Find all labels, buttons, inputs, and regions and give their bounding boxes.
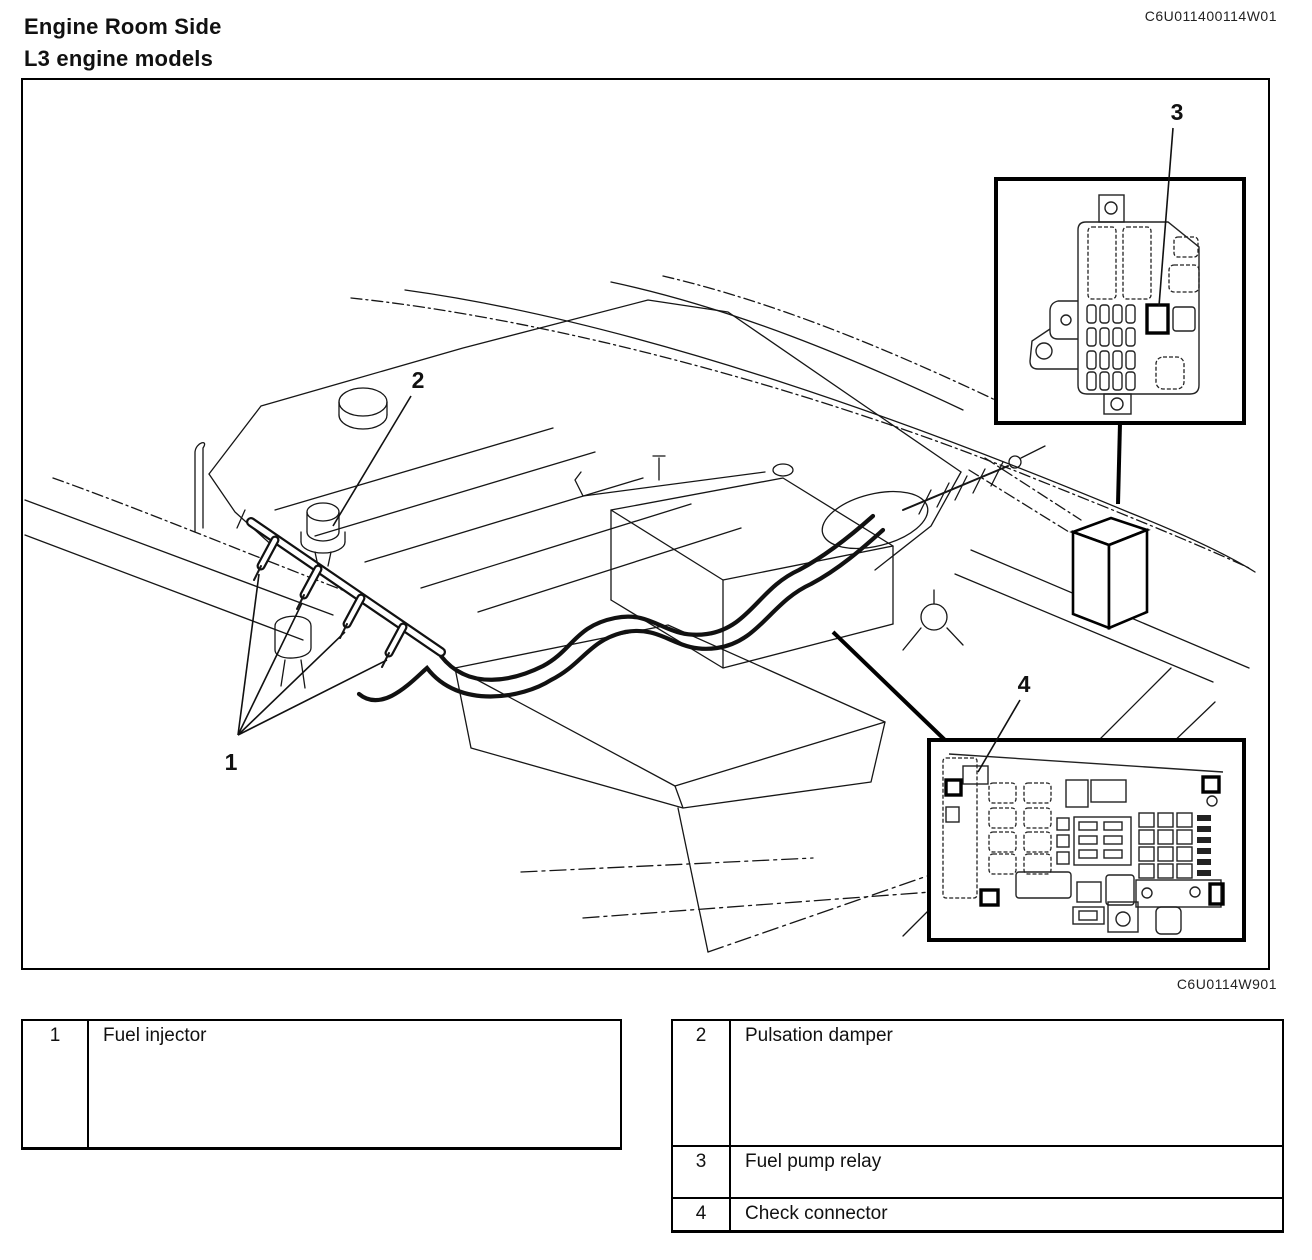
legend-number: 3 (673, 1147, 731, 1197)
engine-mount (275, 616, 311, 688)
pressure-regulator (816, 446, 1045, 558)
figure-code-top: C6U011400114W01 (1144, 8, 1277, 24)
oil-cap (339, 388, 387, 429)
legend-row (673, 1197, 1282, 1230)
legend-label: Fuel injector (103, 1025, 207, 1046)
page-title: Engine Room Side (24, 14, 222, 39)
legend-row (673, 1021, 1282, 1145)
legend-label: Check connector (745, 1203, 888, 1224)
callout-3-label: 3 (1170, 99, 1184, 125)
legend-label: Pulsation damper (745, 1025, 893, 1046)
fuel-hose (441, 516, 873, 680)
legend-row (673, 1145, 1282, 1197)
engine-room-diagram (23, 80, 1268, 968)
callout-1-label: 1 (224, 749, 238, 775)
legend-number: 2 (673, 1021, 731, 1145)
callout-2-label: 2 (411, 367, 425, 393)
fusebox-inset-bottom (929, 740, 1244, 940)
figure-code-bottom: C6U0114W901 (1176, 976, 1277, 992)
page-subtitle: L3 engine models (24, 46, 214, 71)
relay-box-3d (1073, 423, 1147, 628)
legend-table-left (21, 1019, 622, 1150)
legend-label: Fuel pump relay (745, 1151, 882, 1172)
diagram-frame (21, 78, 1270, 970)
legend-row (23, 1021, 620, 1147)
legend-number: 1 (23, 1021, 89, 1147)
legend-table-right (671, 1019, 1284, 1233)
legend-number: 4 (673, 1199, 731, 1230)
callout-4-label: 4 (1017, 671, 1031, 697)
fusebox-inset-top (996, 179, 1244, 423)
